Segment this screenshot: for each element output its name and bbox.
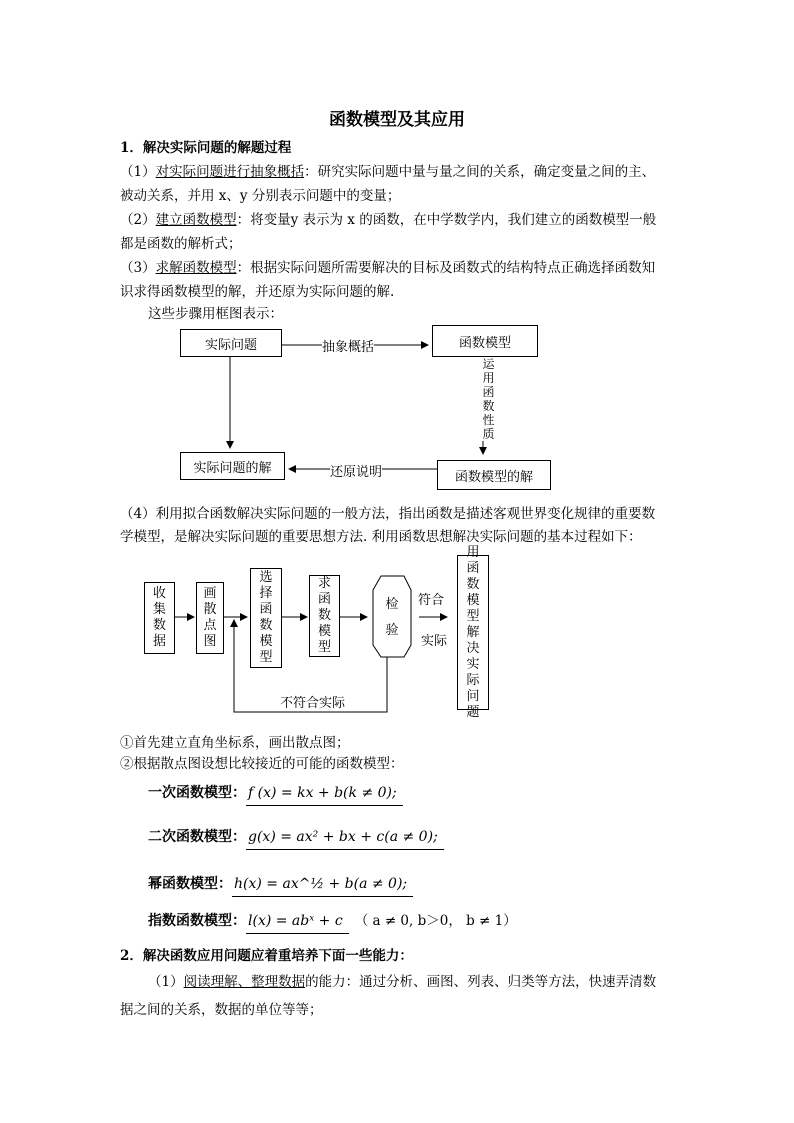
step3-label: 求解函数模型	[155, 260, 237, 276]
step3-prefix: （3）	[120, 260, 156, 276]
model-quadratic	[148, 826, 444, 846]
box-model-solution-label: 函数模型的解	[454, 469, 533, 485]
section2-heading: 2．解决函数应用问题应着重培养下面一些能力：	[120, 948, 413, 964]
box-function-model-label: 函数模型	[458, 335, 511, 351]
item1-prefix: （1）	[148, 974, 184, 990]
box-choose-model-label: 选择函数模型	[259, 570, 273, 665]
step4-line1: （4）利用拟合函数解决实际问题的一般方法，指出函数是描述客观世界变化规律的重要数	[120, 506, 656, 522]
step1-prefix: （1）	[120, 164, 156, 180]
model-quadratic-formula: g(x) = ax² + bx + c(a ≠ 0);	[246, 829, 444, 850]
box-solve-model	[309, 575, 340, 657]
page-title: 函数模型及其应用	[329, 110, 465, 130]
model-linear	[148, 782, 403, 802]
model-power-label: 幂函数模型：	[148, 876, 232, 892]
box-choose-model	[250, 568, 282, 668]
step1-line2: 被动关系，并用 x、y 分别表示问题中的变量；	[120, 188, 401, 204]
section2-item1-line2: 据之间的关系，数据的单位等等；	[120, 1002, 323, 1018]
box-collect-data-label: 收集数据	[152, 586, 166, 649]
model-exponential	[148, 909, 517, 930]
diagram-intro: 这些步骤用框图表示：	[148, 306, 283, 322]
item1-label: 阅读理解、整理数据	[183, 974, 306, 990]
model-exponential-formula: l(x) = abˣ + c	[246, 913, 349, 934]
section2-item1-line1	[148, 970, 656, 994]
step2-prefix: （2）	[120, 212, 156, 228]
step3-text-a: ：根据实际问题所需要解决的目标及函数式的结构特点正确选择函数知	[236, 260, 656, 276]
model-linear-label: 一次函数模型：	[148, 785, 246, 801]
box-use-model	[457, 544, 489, 720]
step1-text-a: ：研究实际问题中量与量之间的关系，确定变量之间的主、	[304, 164, 656, 180]
label-not-fit: 不符合实际	[280, 696, 346, 711]
model-power-formula: h(x) = ax^½ + b(a ≠ 0);	[232, 876, 413, 897]
box-collect-data	[144, 582, 175, 654]
label-actual: 实际	[421, 634, 448, 649]
box-plot-scatter	[196, 582, 224, 654]
model-linear-formula: f (x) = kx + b(k ≠ 0);	[246, 785, 403, 806]
step2-text-a: ：将变量y 表示为 x 的函数，在中学数学内，我们建立的函数模型一般	[236, 212, 657, 228]
label-abstract: 抽象概括	[322, 336, 374, 355]
box-function-model	[432, 325, 538, 357]
step1-label: 对实际问题进行抽象概括	[155, 164, 305, 180]
box-solve-model-label: 求函数模型	[317, 576, 331, 655]
label-restore: 还原说明	[330, 461, 382, 480]
box-real-problem	[180, 329, 282, 357]
step4-line2: 学模型，是解决实际问题的重要思想方法. 利用函数思想解决实际问题的基本过程如下：	[120, 529, 642, 545]
label-apply-properties: 运用函数性质	[482, 357, 495, 441]
model-power	[148, 873, 413, 893]
section1-heading: 1．解决实际问题的解题过程	[120, 140, 292, 156]
model-exponential-label: 指数函数模型：	[148, 913, 246, 929]
box-model-solution	[437, 460, 551, 490]
step3-line2: 识求得函数模型的解，并还原为实际问题的解.	[120, 284, 395, 300]
box-use-model-label: 用函数模型解决实际问题	[466, 544, 480, 720]
step2-line2: 都是函数的解析式；	[120, 236, 242, 252]
model-quadratic-label: 二次函数模型：	[148, 829, 246, 845]
box-plot-scatter-label: 画散点图	[203, 586, 217, 649]
model-exponential-note: （ a ≠ 0, b＞0， b ≠ 1）	[354, 913, 517, 929]
box-real-problem-label: 实际问题	[204, 337, 257, 353]
step2-label: 建立函数模型	[155, 212, 237, 228]
circle-item-2: ②根据散点图设想比较接近的可能的函数模型：	[120, 756, 404, 772]
box-real-solution	[180, 452, 285, 480]
circle-item-1: ①首先建立直角坐标系，画出散点图；	[120, 735, 350, 751]
box-real-solution-label: 实际问题的解	[193, 460, 272, 476]
label-fit: 符合	[418, 593, 445, 608]
check-label: 检验	[385, 597, 399, 638]
item1-text-a: 的能力：通过分析、画图、列表、归类等方法，快速弄清数	[305, 974, 657, 990]
